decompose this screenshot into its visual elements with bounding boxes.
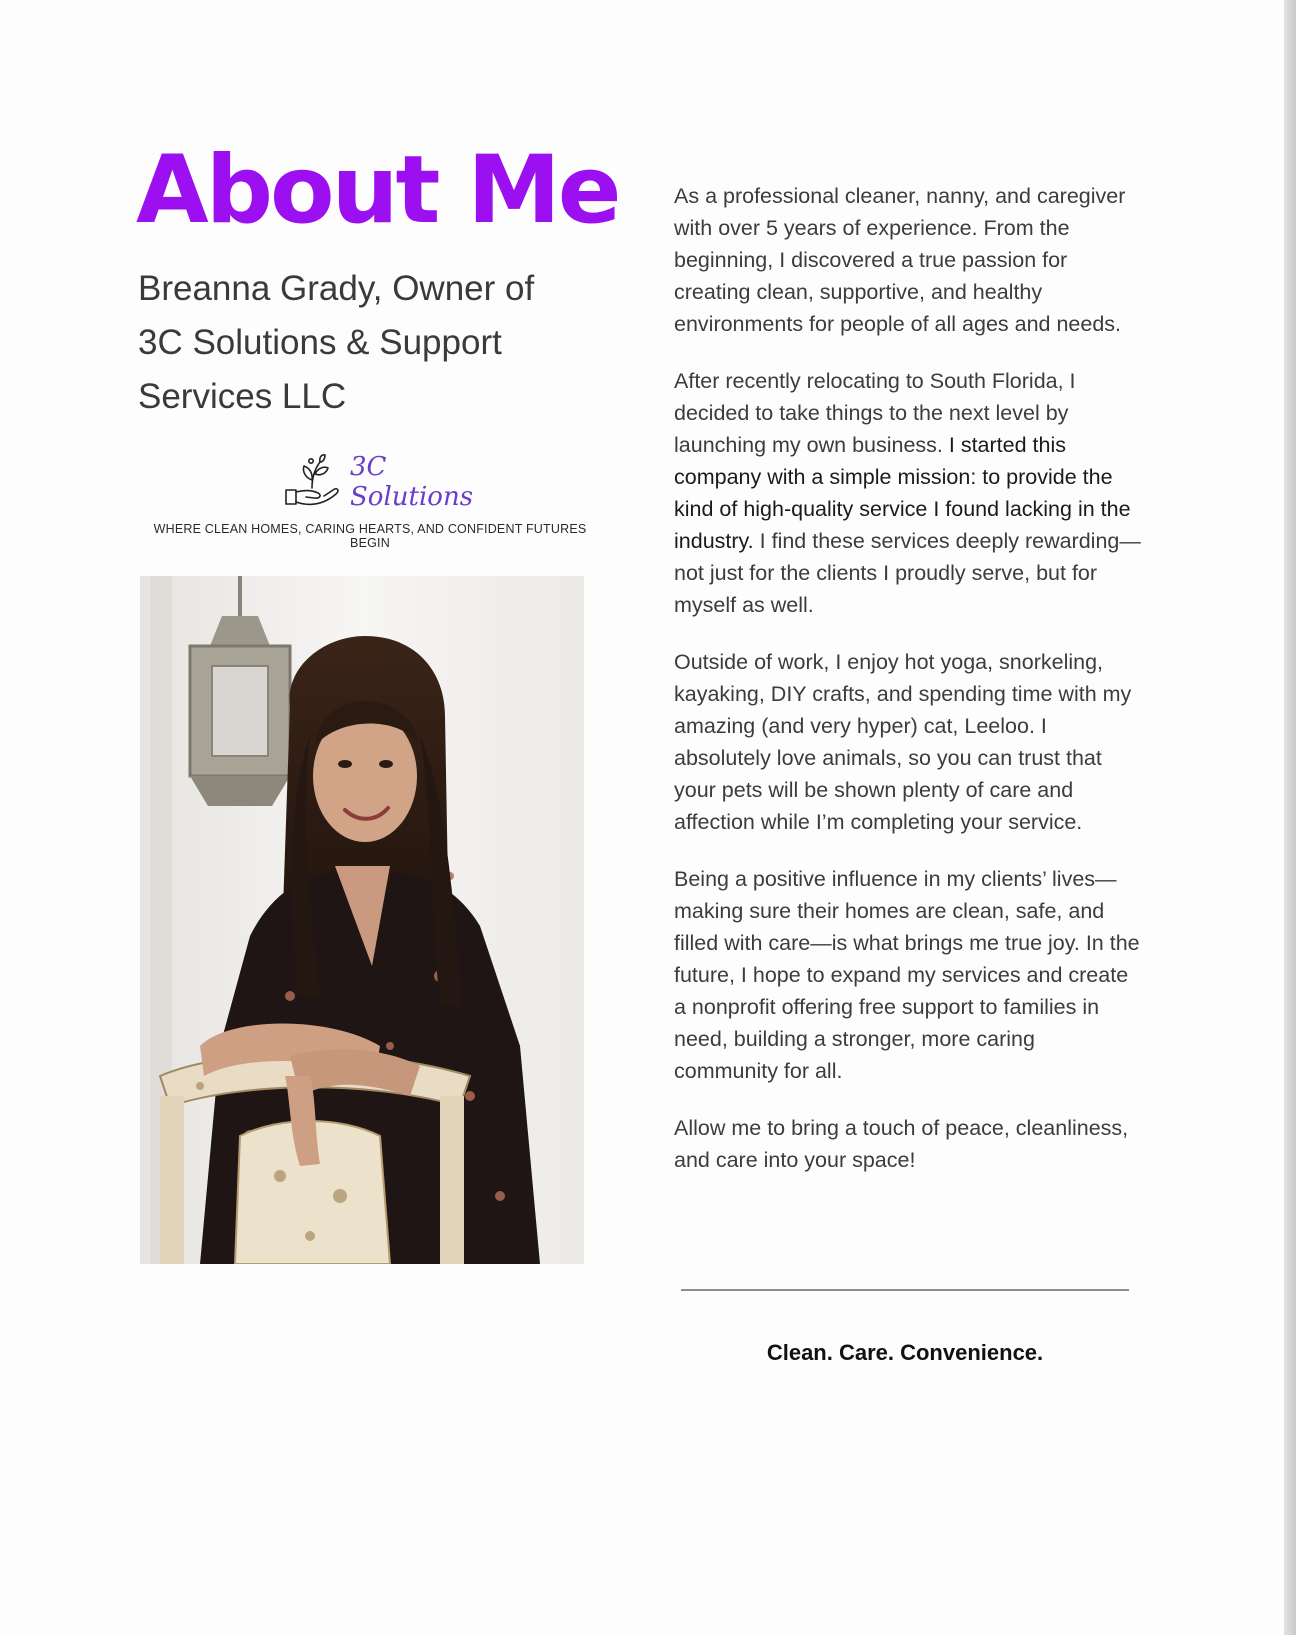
- owner-portrait-photo: [140, 576, 584, 1264]
- logo-brand-short: 3C: [350, 452, 387, 482]
- subtitle-line-1: Breanna Grady, Owner of: [138, 269, 535, 308]
- bio-paragraph-3: Outside of work, I enjoy hot yoga, snorkeling, kayaking, DIY crafts, and spending time with my amazing (and very hyper) cat, Leeloo. I absolutely love animals, so you can trust that your pets will be shown plenty of care and affection while I’m completing your service.: [674, 650, 1132, 834]
- bio-paragraph-1: As a professional cleaner, nanny, and caregiver with over 5 years of experience. From the beginning, I discovered a true passion for creating clean, supportive, and healthy environments for people of all ages and needs.: [674, 184, 1126, 336]
- bio-paragraph-2: [674, 365, 1144, 621]
- page-edge-shadow: [1284, 0, 1296, 1635]
- bio-paragraph-2-start: After recently relocating to South Florida, I decided to take things to the next level by launching my own business.: [674, 369, 1076, 457]
- subtitle-line-2: 3C Solutions & Support: [138, 323, 502, 362]
- bio-mission-statement: I started this company with a simple mission: to provide the kind of high-quality service I found lacking in the industry.: [674, 433, 1131, 553]
- subtitle-line-3: Services LLC: [138, 377, 347, 416]
- page-title: About Me: [136, 136, 619, 245]
- bio-paragraph-5: Allow me to bring a touch of peace, cleanliness, and care into your space!: [674, 1116, 1129, 1172]
- bio-paragraph-2-end: I find these services deeply rewarding—not just for the clients I proudly serve, but for myself as well.: [674, 529, 1141, 617]
- bio-text: [674, 180, 1144, 1201]
- owner-subtitle: [138, 262, 598, 424]
- logo-brand-name: Solutions: [350, 482, 474, 512]
- logo-tagline: WHERE CLEAN HOMES, CARING HEARTS, AND CONFIDENT FUTURES BEGIN: [153, 522, 587, 550]
- company-slogan: Clean. Care. Convenience.: [766, 1340, 1044, 1365]
- company-logo: [150, 452, 590, 550]
- hand-plant-icon: [282, 452, 344, 510]
- bio-paragraph-4: Being a positive influence in my clients’ lives—making sure their homes are clean, safe, and filled with care—is what brings me true joy. In the future, I hope to expand my services and create a nonprofit offering free support to families in need, building a stronger, more caring community for all.: [674, 867, 1140, 1083]
- section-divider: [681, 1289, 1129, 1291]
